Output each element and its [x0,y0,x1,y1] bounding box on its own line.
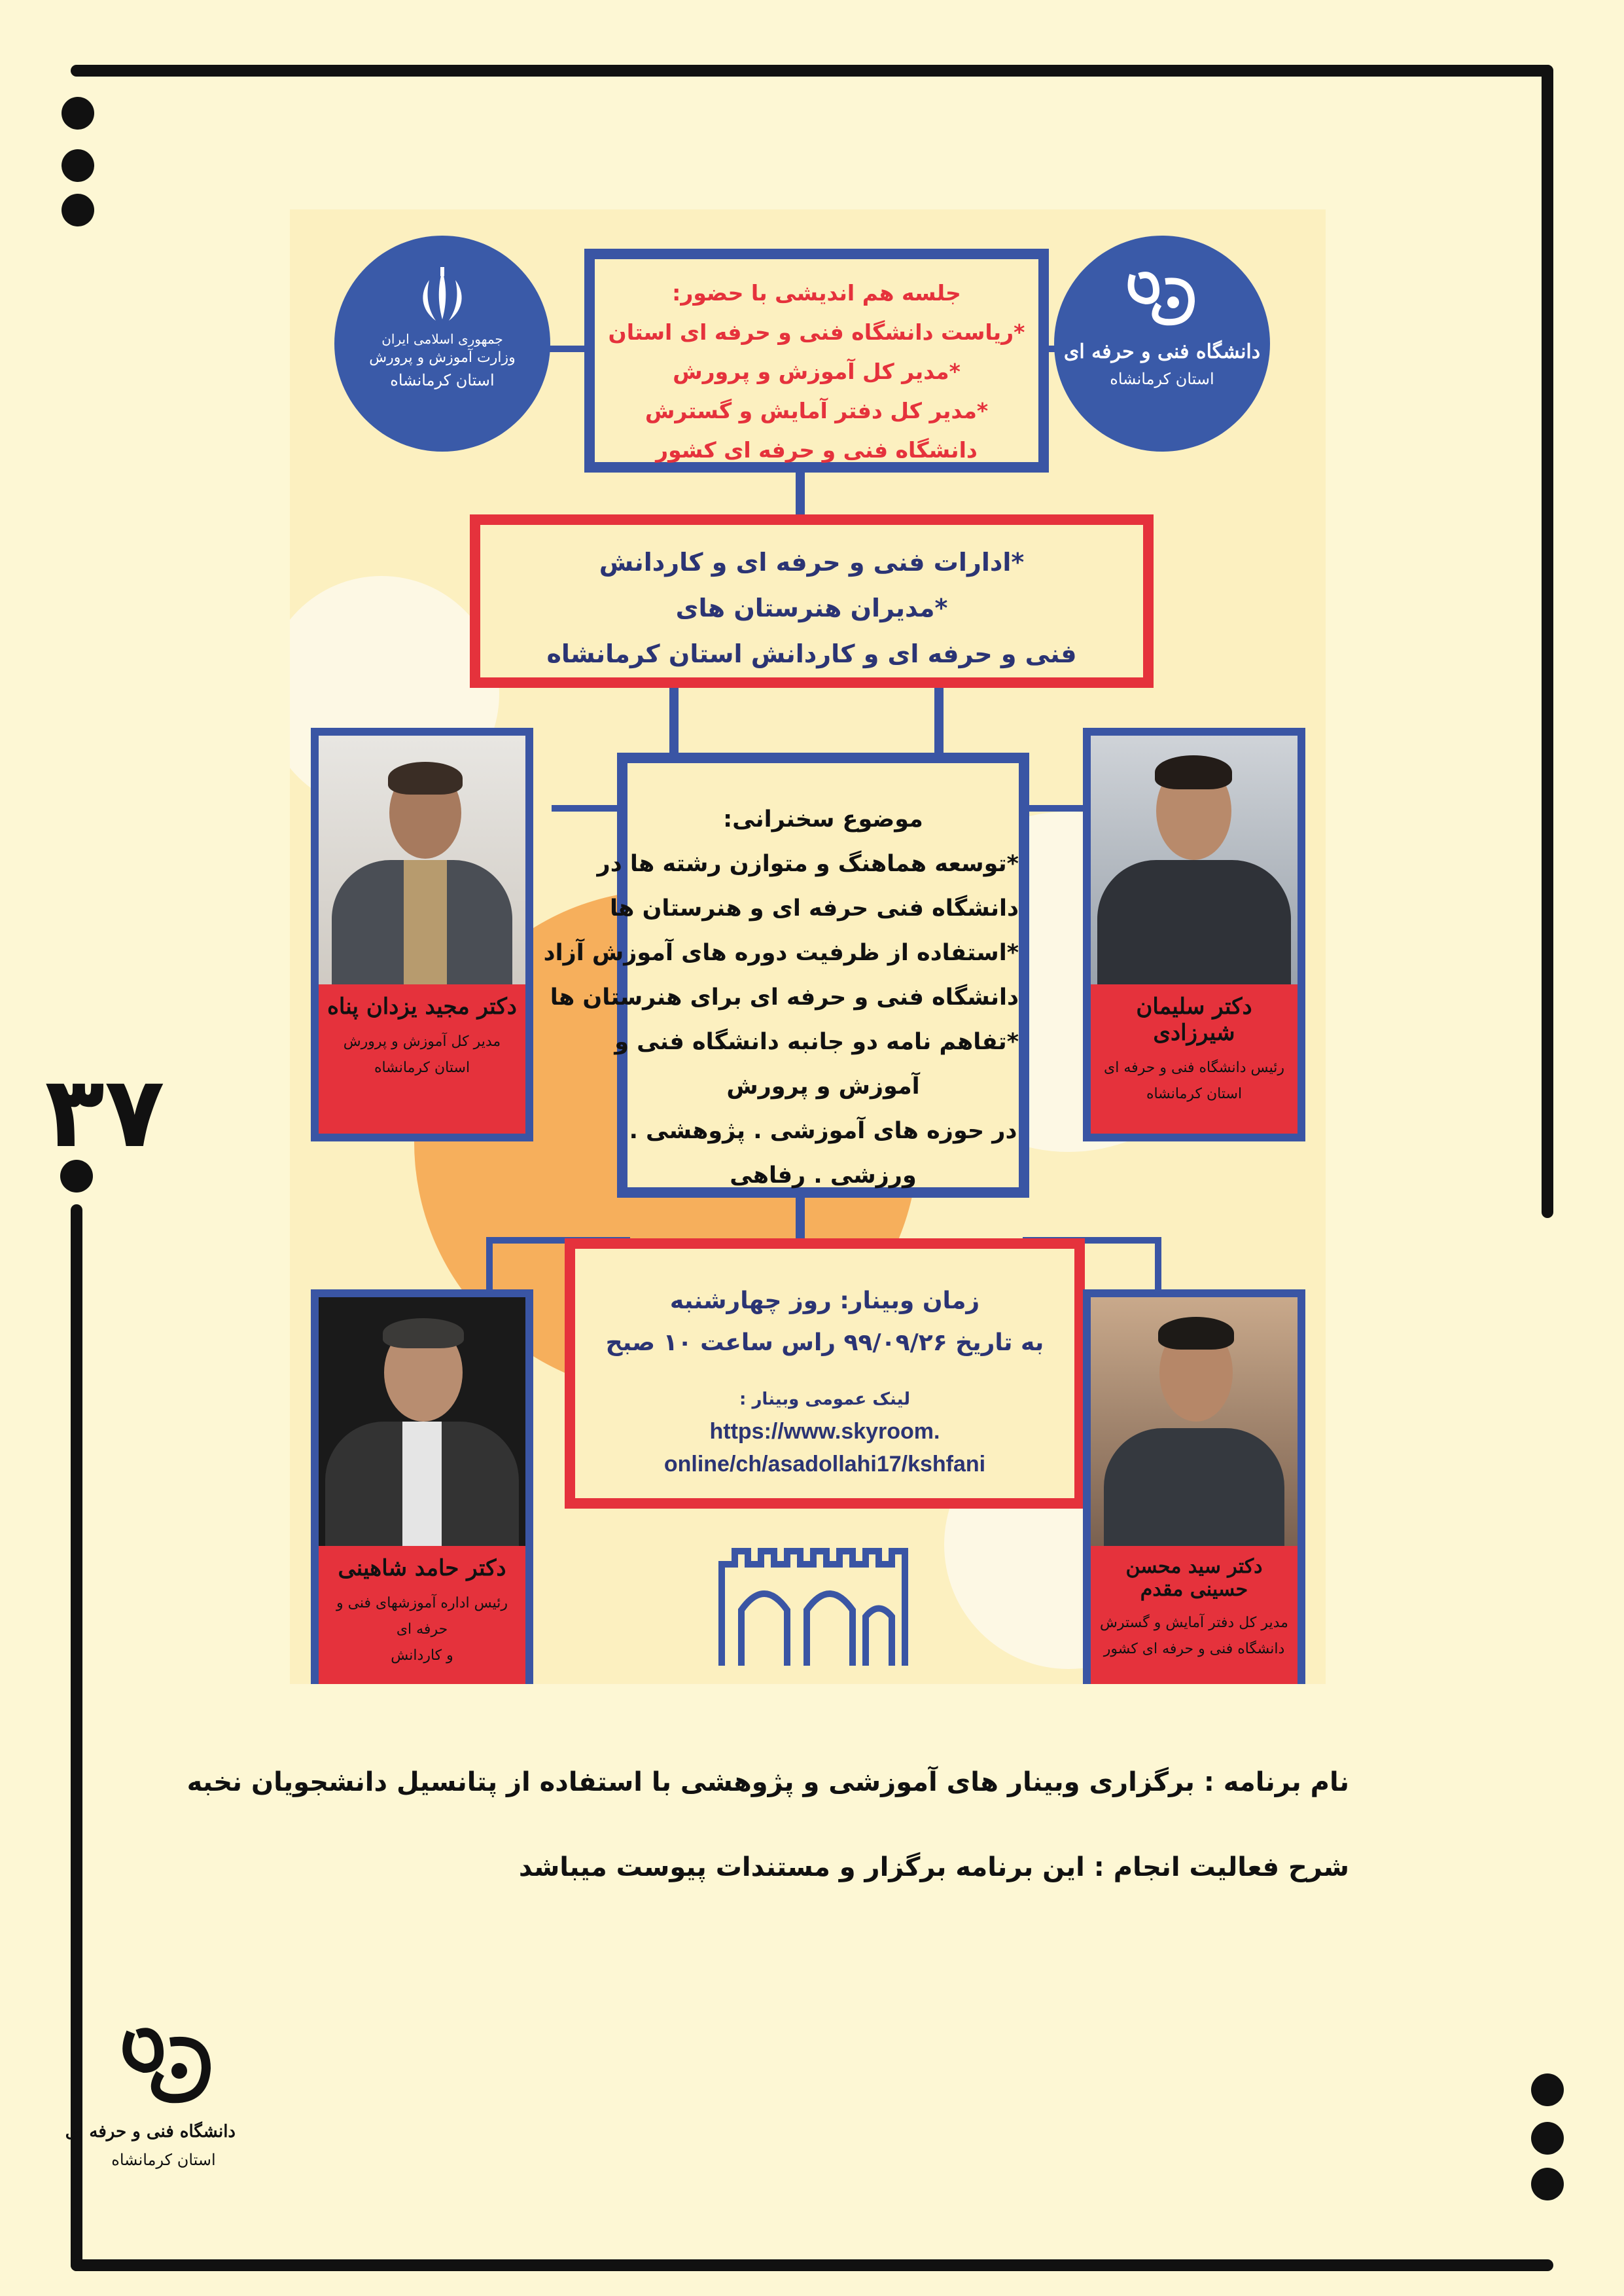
speaker-caption-yazdanpanah [319,984,525,1134]
topic-item-4: دانشگاه فنی و حرفه ای برای هنرستان ها [550,984,1019,1011]
program-name: نام برنامه : برگزاری وبینار های آموزشی و پژوهشی با استفاده از پتانسیل دانشجویان نخبه [186,1767,1349,1797]
gate-icon [715,1538,911,1669]
photo-body [1104,1428,1284,1546]
header-item-3: *مدیر کل دفتر آمایش و گسترش [644,398,989,423]
speaker-role-shirzadi-1: رئیس دانشگاه فنی و حرفه ای [1104,1060,1284,1076]
speaker-card-hosseini [1083,1289,1305,1684]
webinar-poster [290,209,1326,1684]
topic-title: موضوع سخنرانی: [723,806,923,833]
university-logo-line2: استان کرمانشاه [1110,370,1214,388]
frame-right-line-top [1542,65,1553,1218]
connector-audience-topic-left [669,681,679,753]
speaker-caption-shahini [319,1546,525,1684]
header-item-2: *مدیر کل آموزش و پرورش [673,359,961,384]
topic-item-3: *استفاده از ظرفیت دوره های آموزش آزاد [543,940,1019,966]
audience-box [470,514,1154,688]
speaker-role-shahini-1: رئیس اداره آموزشهای فنی و حرفه ای [336,1595,508,1638]
dot-top-1 [62,97,94,130]
lecture-topic-box [543,753,1029,1198]
photo-hair [388,762,463,795]
photo-shirt [404,860,447,984]
connector-bottom-right-v [1155,1237,1161,1296]
bottom-logo-line2: استان کرمانشاه [111,2151,216,2169]
speaker-caption-shirzadi [1091,984,1297,1134]
technical-university-logo [1054,236,1270,452]
header-title: جلسه هم اندیشی با حضور: [672,280,961,306]
frame-bottom-line [71,2259,1553,2271]
iran-emblem-icon [406,267,478,326]
activity-description: شرح فعالیت انجام : این برنامه برگزار و مستندات پیوست میباشد [518,1852,1349,1882]
speaker-role-shahini-2: و کاردانش [391,1647,453,1664]
speaker-name-shirzadi: دکتر سلیمان شیرزادی [1136,994,1252,1046]
frame-left-line-bottom [71,1204,82,2271]
speaker-name-shahini: دکتر حامد شاهینی [338,1555,506,1581]
header-guests-box [584,249,1049,473]
speaker-name-hosseini: دکتر سید محسن حسینی مقدم [1125,1555,1263,1601]
speaker-role-hosseini-1: مدیر کل دفتر آمایش و گسترش [1100,1615,1288,1631]
photo-hair [1155,755,1232,789]
bottom-logo-line1: دانشگاه فنی و حرفه ای [65,2122,236,2142]
dot-top-3 [62,194,94,226]
header-item-1: *ریاست دانشگاه فنی و حرفه ای استان [608,319,1025,345]
bottom-university-logo [65,2016,236,2169]
photo-hair [1158,1317,1234,1350]
speaker-photo-yazdanpanah [319,736,525,984]
speaker-caption-hosseini [1091,1546,1297,1684]
ministry-logo-line3: استان کرمانشاه [390,371,495,389]
speaker-card-shirzadi [1083,728,1305,1141]
webinar-time-box [565,1238,1085,1509]
frame-top-line [71,65,1553,77]
dot-top-2 [62,149,94,182]
dot-bottom-1 [1531,2073,1564,2106]
ministry-logo-line2: وزارت آموزش و پرورش [369,350,516,366]
connector-bottom-left-v [486,1237,493,1296]
speaker-photo-shahini [319,1297,525,1546]
speaker-card-yazdanpanah [311,728,533,1141]
university-logo-line1: دانشگاه فنی و حرفه ای [1063,340,1261,363]
topic-item-6: آموزش و پرورش [726,1073,920,1100]
audience-item-3: فنی و حرفه ای و کاردانش استان کرمانشاه [546,639,1077,668]
photo-body [1097,860,1291,984]
photo-shirt [402,1422,442,1546]
speaker-role-yazdanpanah-1: مدیر کل آموزش و پرورش [343,1033,501,1050]
topic-item-1: *توسعه هماهنگ و متوازن رشته ها در [597,851,1019,877]
dot-bottom-3 [1531,2168,1564,2200]
ministry-education-logo [334,236,550,452]
connector-topic-time [796,1191,805,1244]
topic-item-5: *تفاهم نامه دو جانبه دانشگاه فنی و [614,1029,1019,1055]
header-item-4: دانشگاه فنی و حرفه ای کشور [656,437,978,463]
speaker-card-shahini [311,1289,533,1684]
topic-item-7: در حوزه های آموزشی . پژوهشی . [629,1118,1017,1144]
photo-hair [383,1318,464,1348]
university-emblem-icon [111,2016,216,2114]
time-line-2: به تاریخ ۹۹/۰۹/۲۶ راس ساعت ۱۰ صبح [605,1329,1044,1356]
time-line-1: زمان وبینار: روز چهارشنبه [669,1287,980,1314]
webinar-link-line1[interactable]: https://www.skyroom. [709,1419,940,1444]
topic-item-8: ورزشی . رفاهی [730,1162,917,1189]
connector-audience-topic-right [934,681,944,753]
audience-item-1: *ادارات فنی و حرفه ای و کاردانش [599,548,1025,577]
speaker-role-hosseini-2: دانشگاه فنی و حرفه ای کشور [1103,1641,1285,1657]
dot-bottom-2 [1531,2122,1564,2155]
speaker-role-shirzadi-2: استان کرمانشاه [1146,1086,1243,1102]
page-number: ۳۷ [44,1056,165,1170]
ministry-logo-line1: جمهوری اسلامی ایران [381,331,503,347]
webinar-link-line2[interactable]: online/ch/asadollahi17/kshfani [663,1452,986,1477]
link-label: لینک عمومی وبینار : [739,1390,910,1409]
speaker-role-yazdanpanah-2: استان کرمانشاه [374,1060,470,1076]
speaker-photo-hosseini [1091,1297,1297,1546]
audience-item-2: *مدیران هنرستان های [675,594,948,622]
university-emblem-icon [1120,262,1205,334]
speaker-photo-shirzadi [1091,736,1297,984]
topic-item-2: دانشگاه فنی حرفه ای و هنرستان ها [609,895,1019,922]
connector-topic-left-photo [552,805,624,812]
speaker-name-yazdanpanah: دکتر مجید یزدان پناه [327,994,517,1020]
